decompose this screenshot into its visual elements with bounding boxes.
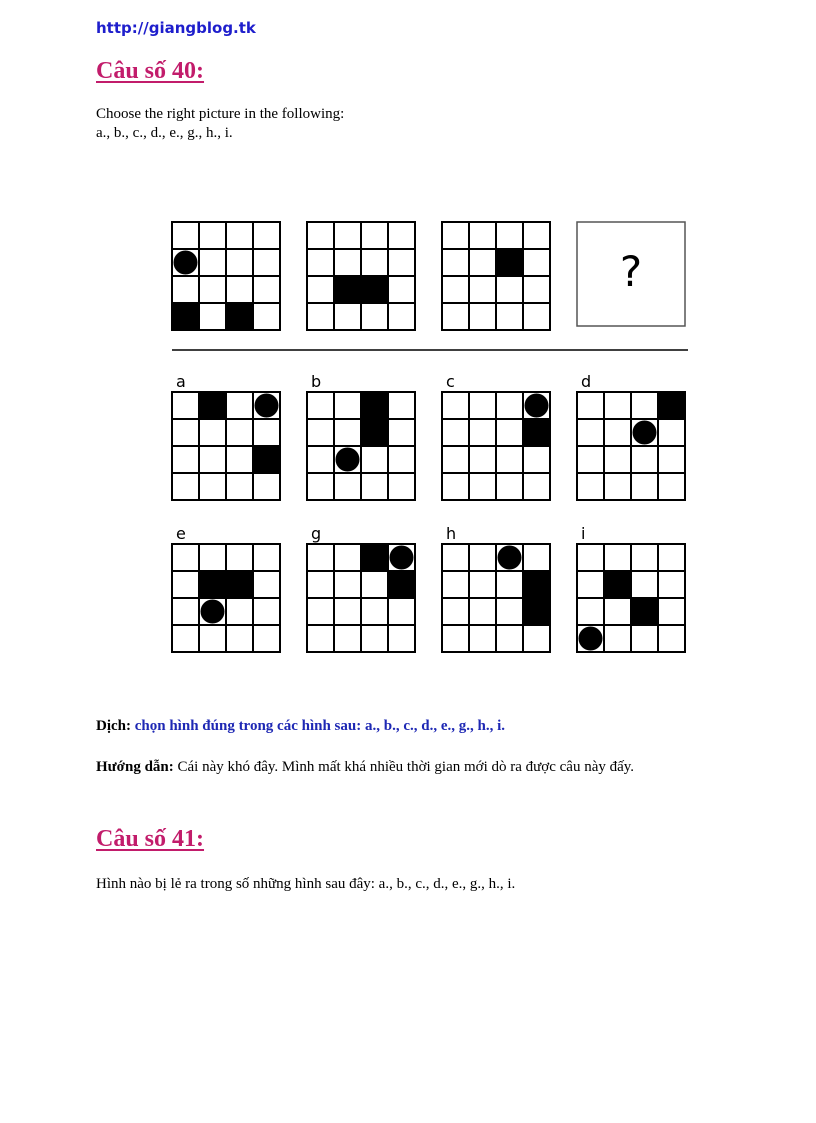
filled-square: [361, 276, 388, 303]
option-label-b: b: [311, 372, 322, 391]
sequence-grid-2: [307, 222, 415, 330]
filled-square: [523, 571, 550, 598]
translation-label: Dịch:: [96, 718, 131, 734]
question-40-choices: a., b., c., d., e., g., h., i.: [96, 125, 233, 141]
unknown-symbol: ?: [619, 247, 643, 296]
filled-circle: [390, 546, 414, 570]
filled-square: [604, 571, 631, 598]
filled-circle: [201, 600, 225, 624]
option-grid-b: [307, 392, 415, 500]
puzzle-svg: [160, 210, 700, 670]
blog-url[interactable]: http://giangblog.tk: [96, 19, 256, 37]
filled-square: [361, 392, 388, 419]
question-40-prompt: Choose the right picture in the following:: [96, 106, 345, 122]
filled-circle: [525, 394, 549, 418]
option-grid-d: [577, 392, 685, 500]
filled-square: [658, 392, 685, 419]
option-grid-i: [577, 544, 685, 652]
filled-circle: [633, 421, 657, 445]
filled-circle: [336, 448, 360, 472]
translation-line: [96, 717, 505, 736]
option-label-e: e: [176, 524, 186, 543]
filled-circle: [255, 394, 279, 418]
option-label-h: h: [446, 524, 457, 543]
guide-text: Cái này khó đây. Mình mất khá nhiều thời gian mới dò ra được câu này đấy.: [177, 759, 635, 775]
sequence-grid-3: [442, 222, 550, 330]
option-label-i: i: [581, 524, 586, 543]
option-grid-h: [442, 544, 550, 652]
translation-text: chọn hình đúng trong các hình sau: a., b., c., d., e., g., h., i.: [134, 718, 505, 734]
filled-square: [361, 419, 388, 446]
filled-square: [199, 571, 226, 598]
option-label-c: c: [446, 372, 455, 391]
guide-label: Hướng dẫn:: [96, 759, 174, 775]
option-label-a: a: [176, 372, 186, 391]
option-grid-e: [172, 544, 280, 652]
option-label-g: g: [311, 524, 322, 543]
filled-square: [496, 249, 523, 276]
filled-square: [199, 392, 226, 419]
option-grid-c: [442, 392, 550, 500]
option-grid-g: [307, 544, 415, 652]
filled-circle: [579, 627, 603, 651]
option-grid-a: [172, 392, 280, 500]
question-41-prompt: Hình nào bị lẻ ra trong số những hình sau đây: a., b., c., d., e., g., h., i.: [96, 876, 516, 892]
filled-square: [172, 303, 199, 330]
filled-square: [253, 446, 280, 473]
question-40-title: Câu số 40:: [96, 58, 205, 84]
guide-line: [96, 758, 634, 777]
filled-square: [226, 303, 253, 330]
filled-square: [523, 419, 550, 446]
filled-square: [523, 598, 550, 625]
filled-square: [631, 598, 658, 625]
filled-circle: [174, 251, 198, 275]
option-label-d: d: [581, 372, 592, 391]
question-41-title: Câu số 41:: [96, 826, 205, 852]
filled-circle: [498, 546, 522, 570]
filled-square: [334, 276, 361, 303]
puzzle-figure: [160, 210, 700, 670]
filled-square: [226, 571, 253, 598]
filled-square: [361, 544, 388, 571]
sequence-grid-1: [172, 222, 280, 330]
filled-square: [388, 571, 415, 598]
